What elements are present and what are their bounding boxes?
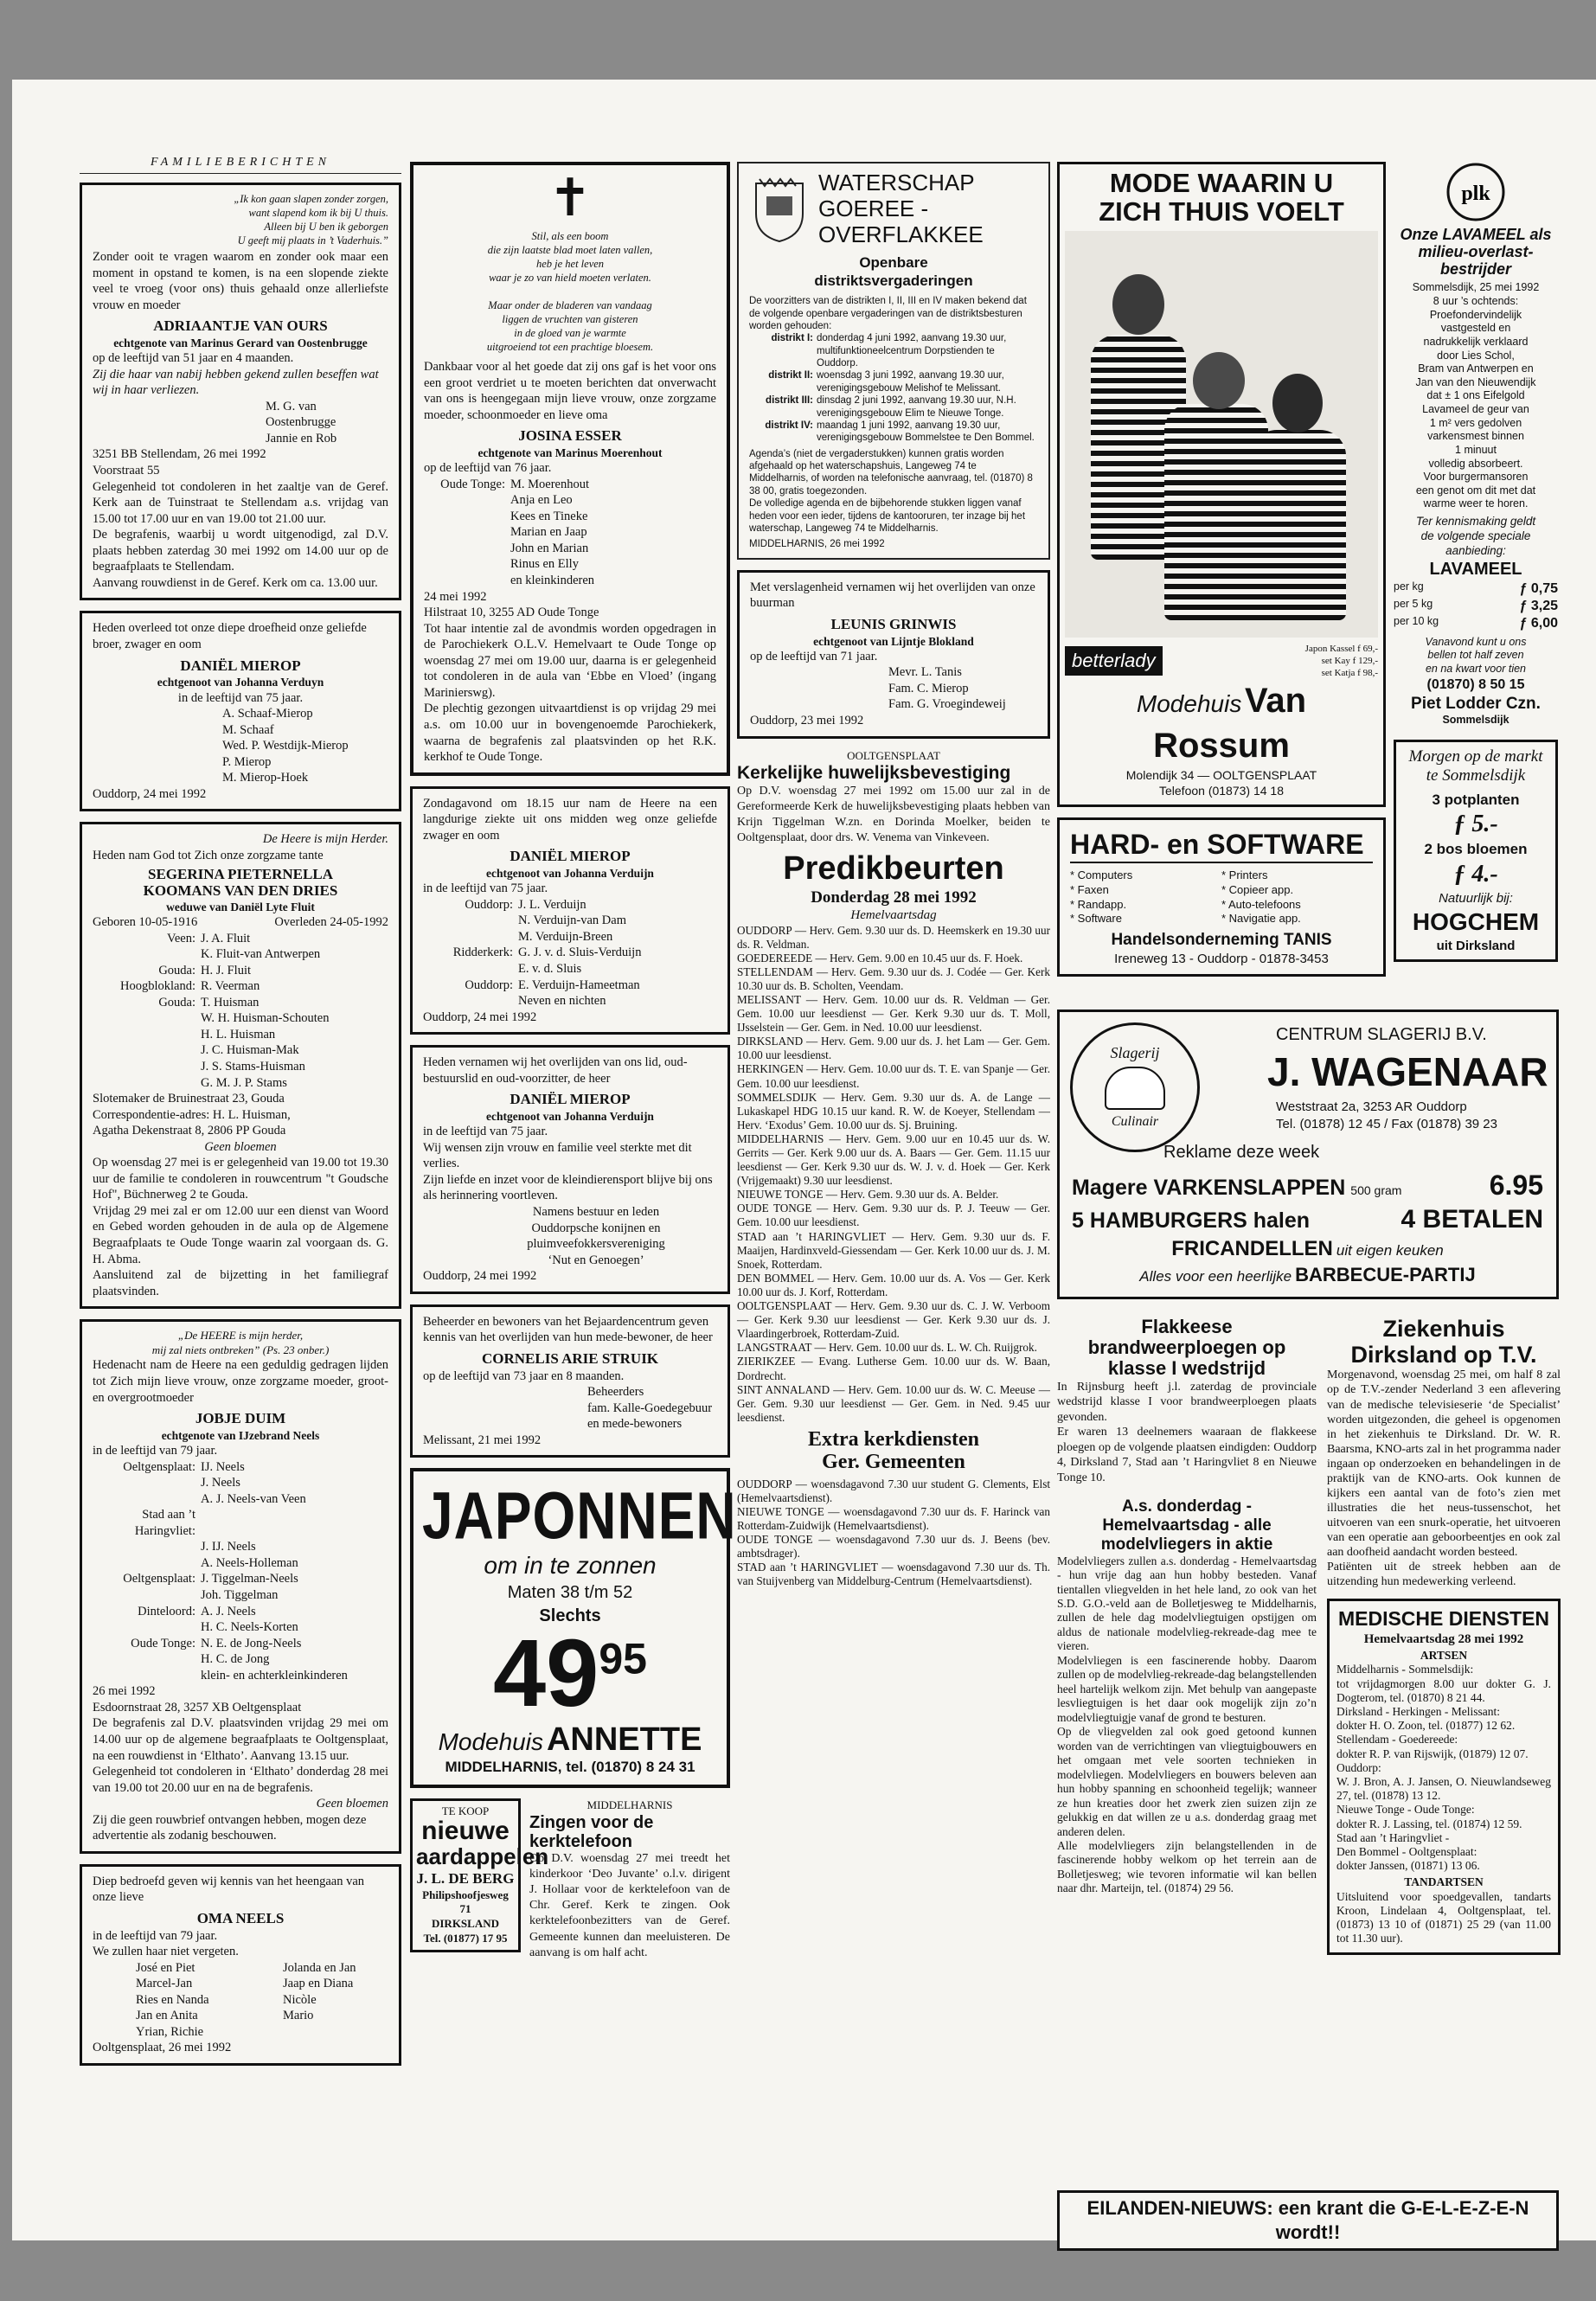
med-text: Middelharnis - Sommelsdijk: tot vrijdagmorgen 8.00 uur dokter G. J. Dogterom, tel. (01870) 8 21 44. Dirksland - Herkingen - Melissant: dokter H. O. Zoon, tel. (01877) 12 62. Stellendam - Goedereede: dokter R. P. van Rijswijk, (01879) 12 07. Ouddorp: W. J. Bron, A. J. Jansen, O. Nieuwlandseweg 27, tel. (01878) 13 12. Nieuwe Tonge - Oude Tonge: dokter R. J. Lassing, tel. (01874) 12 59. Stad aan ’t Haringvliet - Den Bommel - Ooltgensplaat: dokter Janssen, (01871) 13 06.	[1336, 1663, 1551, 1873]
section-header: FAMILIEBERICHTEN	[80, 156, 401, 174]
zk-text: Morgenavond, woensdag 25 mei, om half 8 zal op de T.V.-zender Nederland 3 een aflevering van de medische televisieserie ‘de Specialist’ worden uitgezonden, die geheel is opgenomen in het ziekenhuis te Dirksland. Dr. W. R. Baarsma, KNO-arts zal in het programma nader ingaan op onderzoeken en behandelingen in de praktijk van de KNO-arts. Ook kunnen de kijkers een aantal van de foto’s zien met illustraties die het neus-tussenschot, het uitvoeren van een snurk-operatie, het uitvoeren van een operatie aan geboorbeentjes en ook zal aan doofheid aandacht worden besteed. Patiënten uit de streek hebben aan de uitzending hun medewerking verleend.	[1327, 1368, 1561, 1589]
lav-price-row: per 10 kg ƒ 6,00	[1394, 614, 1558, 631]
quote: Zij die haar van nabij hebben gekend zullen beseffen wat wij in haar verliezen.	[93, 367, 379, 398]
family-row: W. H. Huisman-Schouten	[201, 1011, 330, 1026]
poem: Stil, als een boom die zijn laatste blad moet laten vallen, heb je het leven waar je zo van hield moeten verlaten. Maar onder de bladeren van vandaag liggen de vruchten van gisteren in de gloed van je warmte uitgroeiend tot een prachtige bloesem.	[486, 230, 654, 353]
ws-title: WATERSCHAP GOEREE - OVERFLAKKEE	[818, 170, 984, 247]
article-title: Zingen voor de kerktelefoon	[529, 1812, 654, 1851]
wag-centrum: CENTRUM SLAGERIJ B.V.	[1276, 1025, 1487, 1044]
ad-aardappelen	[410, 1798, 549, 1952]
no-flowers: Geen bloemen	[316, 1797, 388, 1811]
column-5	[1394, 162, 1558, 972]
price-item: Japon Kassel f 69,-	[1304, 644, 1378, 655]
articles-col4	[1057, 1317, 1317, 1898]
deceased-name: OMA NEELS	[196, 1909, 285, 1926]
hw-firm: Handelsonderneming TANIS	[1111, 930, 1332, 949]
ws-date: MIDDELHARNIS, 26 mei 1992	[749, 539, 885, 550]
family-row: Stad aan ’t Haringvliet:	[134, 1508, 195, 1538]
spouse-line: echtgenoot van Lijntje Blokland	[813, 634, 974, 648]
deceased-name: CORNELIS ARIE STRUIK	[481, 1349, 659, 1367]
extra-title: Extra kerkdiensten Ger. Gemeenten	[808, 1427, 979, 1474]
hw-item: * Computers	[1070, 868, 1133, 882]
seller-tel: Tel. (01877) 17 95	[423, 1931, 508, 1945]
note: Zij die geen rouwbrief ontvangen hebben, mogen deze advertentie als zodanig beschouwen.	[93, 1812, 367, 1843]
obit-text: Heden overleed tot onze diepe droefheid onze geliefde broer, zwager en oom	[93, 621, 367, 651]
family-row: H. C. de Jong	[201, 1652, 270, 1667]
family-row: N. Verduijn-van Dam	[518, 913, 626, 928]
hw-item: * Printers	[1221, 868, 1268, 882]
family-row: Dinteloord: A. J. Neels	[138, 1604, 256, 1618]
ws-districts	[749, 332, 1038, 444]
obit-text: Zondagavond om 18.15 uur nam de Heere na een langdurige ziekte uit ons midden weg onze geliefde zwager en oom	[423, 796, 717, 843]
wag-line4-bold: BARBECUE-PARTIJ	[1295, 1264, 1476, 1286]
wag-line2: 5 HAMBURGERS halen	[1072, 1208, 1311, 1233]
place-date: Ooltgensplaat, 26 mei 1992	[93, 2041, 232, 2055]
family-row: Ouddorp: J. L. Verduijn	[465, 897, 586, 912]
signers: Beheerders fam. Kalle-Goedegebuur en mede-bewoners	[587, 1385, 713, 1432]
funeral-info: Gelegenheid tot condoleren in het zaaltje van de Geref. Kerk aan de Tuinstraat te Stellendam a.s. vrijdag van 15.00 tot 17.00 uur en van 19.00 tot 21.00 uur. De begrafenis, waarbij u wordt uitgenodigd, zal D.V. plaats hebben zaterdag 30 mei 1992 om 14.00 uur op de begraafplaats te Stellendam. Aanvang rouwdienst in de Geref. Kerk om ca. 13.00 uur.	[93, 479, 388, 590]
ad-markt	[1394, 740, 1558, 962]
shop-name: Van Rossum	[1153, 682, 1307, 765]
ad-sizes: Maten 38 t/m 52	[507, 1582, 633, 1602]
family-row: Oeltgensplaat: IJ. Neels	[123, 1459, 245, 1474]
deceased-name: LEUNIS GRINWIS	[830, 615, 957, 632]
family-row: en kleinkinderen	[510, 574, 595, 588]
wag-line3: FRICANDELLEN	[1171, 1237, 1333, 1261]
article-huwelijk	[737, 749, 1050, 847]
zk-title: Ziekenhuis Dirksland op T.V.	[1350, 1316, 1537, 1368]
obituary-adriaantje	[80, 183, 401, 600]
article-place: MIDDELHARNIS	[586, 1798, 673, 1811]
markt-line2: 2 bos bloemen	[1424, 841, 1528, 858]
born-date: Geboren 10-05-1916	[93, 915, 198, 930]
hw-item: * Randapp.	[1070, 897, 1127, 911]
funeral-info: Op woensdag 27 mei is er gelegenheid van 19.00 tot 19.30 uur de familie te condoleren in rouwcentrum "t Goudsche Hof", Büchnerweg 2 te Gouda. Vrijdag 29 mei zal er om 12.00 uur een dienst van Woord en Gebed worden gehouden in de aula op de Algemene Begraafplaats te Oude Tonge waarin zal voorgaan ds. G. H. Abma. Aansluitend zal de bijzetting in het familiegraf plaatsvinden.	[93, 1156, 388, 1298]
price-list	[1168, 643, 1378, 679]
mode-title: MODE WAARIN U ZICH THUIS VOELT	[1099, 168, 1344, 227]
model-title: A.s. donderdag - Hemelvaartsdag - alle modelvliegers in aktie	[1100, 1497, 1273, 1554]
lav-text: Sommelsdijk, 25 mei 1992 8 uur ’s ochtends: Proefondervindelijk vastgesteld en nadrukkelijk verklaard door Lies Schol, Bram van Antwerpen en Jan van den Nieuwendijk dat ± 1 ons Eifelgold Lavameel de geur van 1 m² vers gedolven varkensmest binnen 1 minuut volledig absorbeert. Voor burgermansoren een genot om dit met dat warme weer te horen.	[1412, 281, 1540, 510]
place-date: Ouddorp, 24 mei 1992	[423, 1269, 537, 1284]
ad-big2: aardappelen	[416, 1843, 549, 1870]
ad-big1: nieuwe	[421, 1817, 510, 1846]
ad-hard-software	[1057, 817, 1386, 977]
column-4	[1057, 162, 1386, 987]
family-row: Anja en Leo	[510, 493, 573, 508]
family-row: G. M. J. P. Stams	[201, 1075, 287, 1090]
family-row: A. Neels-Holleman	[201, 1555, 298, 1570]
address: 26 mei 1992 Esdoornstraat 28, 3257 XB Oeltgensplaat	[93, 1684, 302, 1715]
hw-item: * Software	[1070, 912, 1122, 926]
obit-text: Heden nam God tot Zich onze zorgzame tante	[93, 848, 324, 862]
markt-price1: ƒ 5.-	[1453, 811, 1498, 838]
lav-tel: (01870) 8 50 15	[1426, 676, 1525, 692]
family-row: Oude Tonge: M. Moerenhout	[440, 477, 590, 491]
obituary-daniel-mierop-2	[410, 786, 730, 1035]
ad-japonnen	[410, 1468, 737, 1787]
family-row: Marian en Jaap	[510, 525, 587, 540]
wag-line2-price: 4 BETALEN	[1401, 1204, 1543, 1234]
spouse-line: echtgenote van IJzebrand Neels	[161, 1428, 320, 1442]
deceased-name: JOSINA ESSER	[518, 427, 622, 445]
place-date: Melissant, 21 mei 1992	[423, 1433, 542, 1447]
district-row: distrikt IV: maandag 1 juni 1992, aanvang 19.30 uur, verenigingsgebouw Bommelstee te Den Bommel.	[765, 420, 1035, 444]
family-row: A. J. Neels-van Veen	[201, 1491, 306, 1506]
seller-town: DIRKSLAND	[431, 1916, 499, 1930]
district-row: distrikt II: woensdag 3 juni 1992, aanvang 19.30 uur, verenigingsgebouw Melishof te Melissant.	[768, 370, 1004, 394]
markt-nat: Natuurlijk bij:	[1439, 890, 1513, 906]
ad-title: JAPONNEN	[422, 1478, 737, 1554]
obit-text: Met verslagenheid vernamen wij het overlijden van onze buurman	[750, 580, 1035, 611]
wag-line1-unit: 500 gram	[1350, 1183, 1402, 1197]
med-date: Hemelvaartsdag 28 mei 1992	[1363, 1631, 1524, 1646]
remember-line: We zullen haar niet vergeten.	[93, 1945, 239, 1959]
medische-diensten	[1327, 1599, 1561, 1956]
obituary-josina-esser	[410, 162, 730, 776]
pred-title: Predikbeurten	[783, 850, 1004, 888]
family-row: Hoogblokland: R. Veerman	[120, 979, 260, 994]
family-row: Ouddorp: E. Verduijn-Hameetman	[465, 977, 640, 992]
place-date: Ouddorp, 23 mei 1992	[750, 713, 864, 727]
obit-text: Beheerder en bewoners van het Bejaardencentrum geven kennis van het overlijden van hun mede-bewoner, de heer	[423, 1314, 713, 1345]
age-line: in de leeftijd van 79 jaar.	[93, 1928, 218, 1943]
motto: De Heere is mijn Herder.	[262, 832, 388, 847]
lav-note: Vanavond kunt u ons bellen tot half zeven en na kwart voor tien	[1425, 635, 1527, 675]
chef-hat-icon	[1070, 1022, 1200, 1152]
article-text: Op D.V. woensdag 27 mei treedt het kinderkoor ‘Deo Juvante’ o.l.v. dirigent J. Hollaar voor de kerktelefoon van de Chr. Geref. Kerk te zingen. Ook kerktelefoonbezitters van de Geref. Gemeente kunnen dan meeluisteren. De aanvang is om half acht.	[529, 1851, 730, 1959]
signers: A. Schaaf-Mierop M. Schaaf Wed. P. Westdijk-Mierop P. Mierop M. Mierop-Hoek	[222, 707, 349, 785]
place-date: Ouddorp, 24 mei 1992	[93, 786, 207, 801]
family-row: H. L. Huisman	[201, 1027, 276, 1042]
pred-list: OUDDORP — Herv. Gem. 9.30 uur ds. D. Heemskerk en 19.30 uur ds. R. Veldman. GOEDEREEDE — Herv. Gem. 9.00 en 10.45 uur ds. F. Hoek. STELLENDAM — Herv. Gem. 9.30 uur ds. J. Codée — Ger. Kerk 10.30 uur ds. B. Scholten, Veendam. MELISSANT — Herv. Gem. 10.00 uur ds. R. Veldman — Ger. Gem. 10.00 uur leesdienst — Ger. Kerk 9.30 uur ds. T. Moll, IJsselstein — Ger. Gem. in Ned. 10.00 uur leesdienst. DIRKSLAND — Herv. Gem. 9.00 uur ds. J. het Lam — Ger. Gem. 10.00 uur leesdienst. HERKINGEN — Herv. Gem. 10.00 uur ds. T. E. van Spanje — Ger. Gem. 10.00 uur leesdienst. SOMMELSDIJK — Herv. Gem. 9.30 uur ds. A. de Lange — Lukaskapel HDG 10.15 uur kand. R. W. de Koeyer, Stellendam — Herv. ‘Exodus’ Gem. 10.00 uur ds. Sj. Bruining. MIDDELHARNIS — Herv. Gem. 9.00 uur en 10.45 uur ds. W. Gerrits — Ger. Kerk 9.00 uur ds. A. Baars — Ger. Gem. 11.15 uur leesdienst — Ger. Kerk 9.30 uur ds. W. J. v. d. Hoek — Ger. Kerk (Vrijgemaakt) 9.30 uur leesdienst. NIEUWE TONGE — Herv. Gem. 9.30 uur ds. A. Belder. OUDE TONGE — Herv. Gem. 9.30 uur ds. P. J. Teeuw — Ger. Gem. 10.00 uur leesdienst. STAD aan ’t HARINGVLIET — Herv. Gem. 9.30 uur ds. F. Maaijen, Hardinxveld-Giessendam — Ger. Kerk 10.00 uur ds. J. M. Snoek, Rotterdam. DEN BOMMEL — Herv. Gem. 10.00 uur ds. A. Vos — Ger. Kerk 10.00 uur ds. J. Korf, Rotterdam. OOLTGENSPLAAT — Herv. Gem. 9.30 uur ds. C. J. W. Verboom — Ger. Kerk 9.30 uur leesdienst — Ger. Kerk 9.30 uur ds. J. Vlaardingerbroek, Rotterdam-Zuid. LANGSTRAAT — Herv. Gem. 10.00 uur ds. L. W. Ch. Ruijgrok. ZIERIKZEE — Evang. Lutherse Gem. 10.00 uur ds. W. Baan, Dordrecht. SINT ANNALAND — Herv. Gem. 10.00 uur ds. W. C. Meeuse — Ger. Gem. 9.30 uur leesdienst — Ger. Gem. in Ned. 9.45 uur leesdienst.	[737, 923, 1050, 1424]
ws-info: Agenda’s (niet de vergaderstukken) kunnen gratis worden afgehaald op het waterschapshuis, Langeweg 74 te Middelharnis, of worden na telefonische aanvraag, tel. (01870) 8 38 00, gratis toegezonden. De volledige agenda en de bijbehorende stukken liggen vanaf heden voor een ieder, tijdens de kantooruren, ter inzage bij het waterschap, Langeweg 74 te Middelharnis.	[749, 448, 1033, 534]
ad-waterschap	[737, 162, 1050, 560]
wag-line1-price: 6.95	[1489, 1170, 1543, 1201]
ad-wagenaar	[1057, 1009, 1559, 1299]
markt-firm: HOGCHEM	[1412, 907, 1540, 935]
price-item: set Kay f 129,-	[1321, 656, 1378, 667]
markt-line1: 3 potplanten	[1432, 791, 1520, 808]
age-line: in de leeftijd van 79 jaar.	[93, 1444, 218, 1458]
wag-tel: Tel. (01878) 12 45 / Fax (01878) 39 23	[1276, 1117, 1497, 1131]
eilanden-nieuws-banner: EILANDEN-NIEUWS: een krant die G-E-L-E-Z-E-N wordt!!	[1057, 2190, 1559, 2251]
obit-text: Heden vernamen wij het overlijden van ons lid, oud-bestuurslid en oud-voorzitter, de heer	[423, 1055, 688, 1086]
deceased-name: DANIËL MIEROP	[510, 1091, 631, 1108]
brand-text: In Rijnsburg heeft j.l. zaterdag de provinciale wedstrijd klasse I voor brandweerploegen plaats gevonden. Er waren 13 deelnemers waaraan de flakkeese ploegen op de volgende plaatsen eindigden: Ouddorp 4, Dirksland 7, Stad aan ’t Haringvliet 8 en Nieuwe Tonge 10.	[1057, 1380, 1317, 1484]
plk-text: plk	[1461, 183, 1490, 205]
coat-of-arms-icon	[749, 175, 810, 244]
age-line: op de leeftijd van 73 jaar en 8 maanden.	[423, 1368, 625, 1383]
wag-line4: Alles voor een heerlijke	[1139, 1268, 1292, 1285]
address: Slotemaker de Bruinestraat 23, Gouda Correspondentie-adres: H. L. Huisman, Agatha Dekenstraat 8, 2806 PP Gouda	[93, 1092, 291, 1138]
obituary-daniel-mierop-3	[410, 1045, 730, 1294]
article-kerktelefoon	[529, 1798, 730, 1963]
obit-text: Diep bedroefd geven wij kennis van het heengaan van onze lieve	[93, 1874, 365, 1905]
seller-street: Philipshoofjesweg 71	[422, 1888, 509, 1916]
family-row: J. Neels	[201, 1476, 240, 1490]
wag-line1: Magere VARKENSLAPPEN	[1072, 1176, 1346, 1200]
markt-price2: ƒ 4.-	[1453, 860, 1498, 888]
badge-culinair: Culinair	[1111, 1114, 1159, 1130]
family-row: Gouda: H. J. Fluit	[158, 963, 252, 977]
hw-item: * Auto-telefoons	[1221, 897, 1301, 911]
family-row: Gouda: T. Huisman	[158, 995, 260, 1009]
family-row: Rinus en Elly	[510, 557, 579, 572]
ad-lavameel	[1394, 227, 1558, 727]
family-row: M. Verduijn-Breen	[518, 929, 613, 944]
markt-title: Morgen op de markt te Sommelsdijk	[1408, 747, 1543, 785]
markt-town: uit Dirksland	[1436, 938, 1516, 953]
age-line: in de leeftijd van 75 jaar.	[423, 1125, 548, 1139]
med-tandartsen: TANDARTSEN	[1404, 1875, 1484, 1889]
lav-town: Sommelsdijk	[1442, 714, 1509, 727]
family-row: Oeltgensplaat: J. Tiggelman-Neels	[123, 1572, 298, 1586]
shop-prefix: Modehuis	[1136, 690, 1242, 718]
brand-logo: betterlady	[1065, 646, 1163, 676]
funeral-info: De begrafenis zal D.V. plaatsvinden vrijdag 29 mei om 14.00 uur op de algemene begraafplaats te Ooltgensplaat, na een rouwdienst in ‘Elthato’. Aanvang 13.15 uur. Gelegenheid tot condoleren in ‘Elthato’ donderdag 28 mei van 19.00 tot 20.00 uur en na de begrafenis.	[93, 1716, 388, 1795]
column-3	[737, 162, 1050, 1590]
signers: Mevr. L. Tanis Fam. C. Mierop Fam. G. Vroegindeweij	[888, 665, 1006, 712]
family-row: klein- en achterkleinkinderen	[201, 1668, 348, 1682]
fashion-photo	[1065, 231, 1378, 638]
lav-price-row: per 5 kg ƒ 3,25	[1394, 597, 1558, 613]
ad-mode-van-rossum	[1057, 162, 1386, 807]
signers: M. G. van Oostenbrugge Jannie en Rob	[266, 399, 337, 445]
model-text: Modelvliegers zullen a.s. donderdag - Hemelvaartsdag - hun vrije dag aan hun hobby besteden. Vanaf tientallen vliegvelden in het hele land, zo ook van het S.D. G.O.-veld aan de Bolletjesweg te Middelharnis, zullen de hele dag modelvliegtuigen opstijgen om aldus de nationale modelvlieg-rekreade-dag mee te vieren. Modelvliegen is een fascinerende hobby. Daarom zullen op de modelvlieg-rekreade-dag belangstellenden heel hartelijk welkom zijn. Met behulp van aangepaste lesvliegtuigen is het daar ook mogelijk zijn zo’n modelvliegtuigje vanaf de grond te besturen. Op de vliegvelden zal ook goed getoond kunnen worden van de verrichtingen van vliegtuigbouwers en het omgaan met vele soorten technieken in modelvliegen. Modelvliegers en bouwers beleven aan hun hobby spanning en schoonheid tegelijk; wanneer ze hun kreaties door het zwerk zien suizen zijn ze gelukkig en dat willen ze u a.s. donderdag graag met anderen delen. Alle modelvliegers zijn belangstellenden in de fascinerende hobby welkom op het terrein aan de Bolletjesweg; wie tevoren informatie wil kan bellen naar dhr. Marteijn, tel. (01874) 29 56.	[1057, 1554, 1317, 1895]
shop-prefix: Modehuis	[438, 1727, 543, 1755]
died-date: Overleden 24-05-1992	[274, 915, 388, 930]
wag-name: J. WAGENAAR	[1267, 1049, 1548, 1094]
address: 3251 BB Stellendam, 26 mei 1992 Voorstraat 55	[93, 447, 266, 478]
med-artsen: ARTSEN	[1420, 1649, 1468, 1663]
obituary-leunis-grinwis	[737, 570, 1050, 739]
district-row: distrikt I: donderdag 4 juni 1992, aanvang 19.30 uur, multifunktioneelcentrum Dorpstienden te Ouddorp.	[771, 333, 1007, 369]
obituary-cornelis-struik	[410, 1304, 730, 1458]
deceased-name: ADRIAANTJE VAN OURS	[153, 317, 328, 335]
lav-sub: Ter kennismaking geldt de volgende speciale aanbieding:	[1415, 515, 1536, 557]
ad-subtitle: om in te zonnen	[484, 1551, 657, 1579]
hw-left-list	[1070, 868, 1221, 926]
shop-tel: Telefoon (01873) 14 18	[1159, 783, 1284, 798]
condolence-text: Wij wensen zijn vrouw en familie veel sterkte met dit verlies. Zijn liefde en inzet voor de kleindierensport blijve bij ons als herinnering voortleven.	[423, 1140, 713, 1203]
age-line: op de leeftijd van 76 jaar.	[424, 461, 552, 476]
address: 24 mei 1992 Hilstraat 10, 3255 AD Oude Tonge	[424, 589, 599, 620]
med-tand-text: Uitsluitend voor spoedgevallen, tandarts Kroon, Lindelaan 4, Ooltgensplaat, tel. (01873) 13 10 of (01871) 25 29 (van 11.00 tot 11.30 uur).	[1336, 1889, 1551, 1945]
family-list	[423, 897, 717, 1009]
article-place: OOLTGENSPLAAT	[847, 748, 940, 762]
ad-slechts: Slechts	[539, 1606, 601, 1625]
family-row: Joh. Tiggelman	[201, 1588, 279, 1603]
column-1	[80, 156, 401, 2076]
age-line: in de leeftijd van 75 jaar.	[423, 881, 548, 896]
spouse-line: echtgenote van Marinus Gerard van Oostenbrugge	[113, 336, 368, 349]
signers: Namens bestuur en leden Ouddorpsche konijnen en pluimveefokkersvereniging ‘Nut en Genoegen’	[527, 1205, 665, 1267]
deceased-name: JOBJE DUIM	[195, 1410, 286, 1427]
shop-name: ANNETTE	[546, 1721, 702, 1758]
newspaper-page	[12, 80, 1596, 2244]
extra-list: OUDDORP — woensdagavond 7.30 uur student G. Clements, Elst (Hemelvaartsdienst). NIEUWE TONGE — woensdagavond 7.30 uur ds. F. Harinck van Rotterdam-Zuidwijk (Hemelvaartsdienst). OUDE TONGE — woensdagavond 7.30 uur ds. J. Beens (bev. ambtsdrager). STAD aan ’t HARINGVLIET — woensdagavond 7.30 uur ds. Th. van Stuijvenberg van Middelburg-Centrum (Hemelvaartsdienst).	[737, 1477, 1050, 1588]
family-row: H. C. Neels-Korten	[201, 1620, 298, 1635]
family-row: E. v. d. Sluis	[518, 961, 582, 976]
obituary-segerina	[80, 822, 401, 1309]
seller-name: J. L. DE BERG	[416, 1869, 515, 1887]
column-2	[410, 162, 737, 1963]
family-row: Ridderkerk: G. J. v. d. Sluis-Verduijn	[452, 945, 642, 960]
pred-subtitle: Hemelvaartsdag	[850, 908, 937, 923]
funeral-info: Tot haar intentie zal de avondmis worden opgedragen in de Parochiekerk O.L.V. Hemelvaart te Oude Tonge op woensdag 27 mei om 19.00 uur, daarna is er gelegenheid tot condoleren in de aula van ‘Ebbe en Vloed’ (ingang Marinierswg). De plechtig gezongen uitvaartdienst is op vrijdag 29 mei a.s. om 10.00 uur in bovengenoemde Parochiekerk, waarna de begrafenis zal plaatsvinden op het R.K. kerkhof te Oude Tonge.	[424, 621, 716, 765]
spouse-line: echtgenoot van Johanna Verduijn	[486, 866, 654, 880]
lav-name: LAVAMEEL	[1429, 559, 1522, 579]
obituary-jobje-duim	[80, 1319, 401, 1854]
wag-address: Weststraat 2a, 3253 AR Ouddorp	[1276, 1099, 1467, 1114]
ws-intro: De voorzitters van de distrikten I, II, III en IV maken bekend dat de volgende openbare vergaderingen van de distriktsbesturen worden gehouden:	[749, 296, 1027, 331]
hw-address: Ireneweg 13 - Ouddorp - 01878-3453	[1114, 952, 1329, 967]
family-row: Oude Tonge: N. E. de Jong-Neels	[131, 1636, 302, 1650]
shop-address: MIDDELHARNIS, tel. (01870) 8 24 31	[445, 1758, 695, 1775]
family-row: Veen: J. A. Fluit	[166, 931, 251, 945]
lav-prices	[1394, 580, 1558, 632]
age-line: in de leeftijd van 75 jaar.	[177, 690, 304, 705]
ad-price: $49^{95}$	[493, 1619, 647, 1727]
price-item: set Katja f 98,-	[1321, 668, 1378, 679]
obituary-daniel-mierop-1	[80, 611, 401, 811]
ad-head: TE KOOP	[441, 1804, 490, 1817]
obit-text: Zonder ooit te vragen waarom en zonder ook maar een moment in opstand te komen, is na een slopende ziekte veel te vroeg (voor ons) thuis gehaald onze allerliefste vrouw en moeder	[93, 250, 388, 312]
obit-text: Hedenacht nam de Heere na een geduldig gedragen lijden tot Zich mijn lieve vrouw, onze zorgzame moeder, groot- en overgrootmoeder	[93, 1358, 388, 1405]
family-list	[424, 477, 716, 589]
grandchildren-left: José en Piet Marcel-Jan Ries en Nanda Jan en Anita Yrian, Richie	[136, 1960, 209, 2039]
med-title: MEDISCHE DIENSTEN	[1337, 1606, 1550, 1630]
family-row: J. C. Huisman-Mak	[201, 1043, 299, 1058]
article-text: Op D.V. woensdag 27 mei 1992 om 15.00 uur zal in de Gereformeerde Kerk de huwelijksbevestiging plaats hebben van Krijn Tiggelman W.zn. en Dorinda Moelker, beiden te Ooltgensplaat, door drs. W. Venema van Vinkeveen.	[737, 784, 1050, 845]
deceased-name: DANIËL MIEROP	[510, 848, 631, 865]
family-list	[93, 931, 388, 1091]
obit-text: Dankbaar voor al het goede dat zij ons gaf is het voor ons een groot verdriet u te moeten berichten dat onverwacht van ons is heengegaan mijn lieve vrouw, onze zorgzame moeder, schoonmoeder en lieve oma	[424, 360, 716, 422]
no-flowers: Geen bloemen	[204, 1139, 277, 1154]
hw-item: * Copieer app.	[1221, 883, 1294, 897]
spouse-line: echtgenoot van Johanna Verduijn	[486, 1110, 654, 1124]
shop-address: Molendijk 34 — OOLTGENSPLAAT	[1125, 767, 1317, 782]
hw-right-list	[1221, 868, 1373, 926]
predikbeurten	[737, 851, 1050, 1588]
badge-slagerij: Slagerij	[1110, 1044, 1160, 1062]
place-date: Ouddorp, 24 mei 1992	[423, 1009, 537, 1024]
family-row: John en Marian	[510, 541, 589, 555]
brand-title: Flakkeese brandweerploegen op klasse I wedstrijd	[1087, 1316, 1286, 1380]
family-row: J. IJ. Neels	[201, 1540, 256, 1554]
spouse-line: echtgenote van Marinus Moerenhout	[478, 445, 663, 459]
pred-date: Donderdag 28 mei 1992	[811, 888, 977, 907]
lav-firm: Piet Lodder Czn.	[1411, 694, 1541, 713]
family-row: J. S. Stams-Huisman	[201, 1060, 305, 1074]
hw-item: * Navigatie app.	[1221, 912, 1301, 926]
family-row: Neven en nichten	[518, 994, 606, 1009]
ws-subtitle: Openbare distriktsvergaderingen	[814, 253, 973, 289]
spouse-line: weduwe van Daniël Lyte Fluit	[166, 900, 315, 913]
bottom-row	[410, 1798, 730, 1963]
grandchildren-right: Jolanda en Jan Jaap en Diana Nicòle Mario	[283, 1960, 356, 2023]
article-title: Kerkelijke huwelijksbevestiging	[737, 763, 1011, 784]
lav-price-row: per kg ƒ 0,75	[1394, 580, 1558, 596]
family-row: Kees en Tineke	[510, 509, 588, 523]
lav-title: Onze LAVAMEEL als milieu-overlast- bestrijder	[1400, 226, 1552, 278]
family-row: K. Fluit-van Antwerpen	[201, 947, 321, 962]
articles-col5	[1327, 1317, 1561, 1965]
age-line: op de leeftijd van 71 jaar.	[750, 649, 878, 663]
wag-week: Reklame deze week	[1163, 1143, 1320, 1162]
poem: „De HEERE is mijn herder, mij zal niets ontbreken” (Ps. 23 onber.)	[151, 1329, 330, 1356]
age-line: op de leeftijd van 51 jaar en 4 maanden.	[93, 351, 294, 366]
poem: „Ik kon gaan slapen zonder zorgen, want slapend kom ik bij U thuis. Alleen bij U ben ik geborgen U geeft mij plaats in ’t Vaderhuis.”	[234, 193, 388, 247]
cross-icon: ✝	[548, 168, 593, 228]
obituary-oma-neels	[80, 1864, 401, 2066]
family-list	[93, 1459, 388, 1684]
deceased-name: SEGERINA PIETERNELLA KOOMANS VAN DEN DRIES	[143, 866, 338, 900]
plk-logo	[1394, 162, 1558, 227]
district-row: distrikt III: dinsdag 2 juni 1992, aanvang 19.30 uur, N.H. verenigingsgebouw Elim te Nieuwe Tonge.	[766, 395, 1016, 419]
wag-line3-sub: uit eigen keuken	[1336, 1242, 1444, 1259]
hw-item: * Faxen	[1070, 883, 1109, 897]
hw-title: HARD- en SOFTWARE	[1070, 827, 1373, 864]
deceased-name: DANIËL MIEROP	[180, 657, 301, 674]
spouse-line: echtgenoot van Johanna Verduyn	[157, 676, 324, 689]
